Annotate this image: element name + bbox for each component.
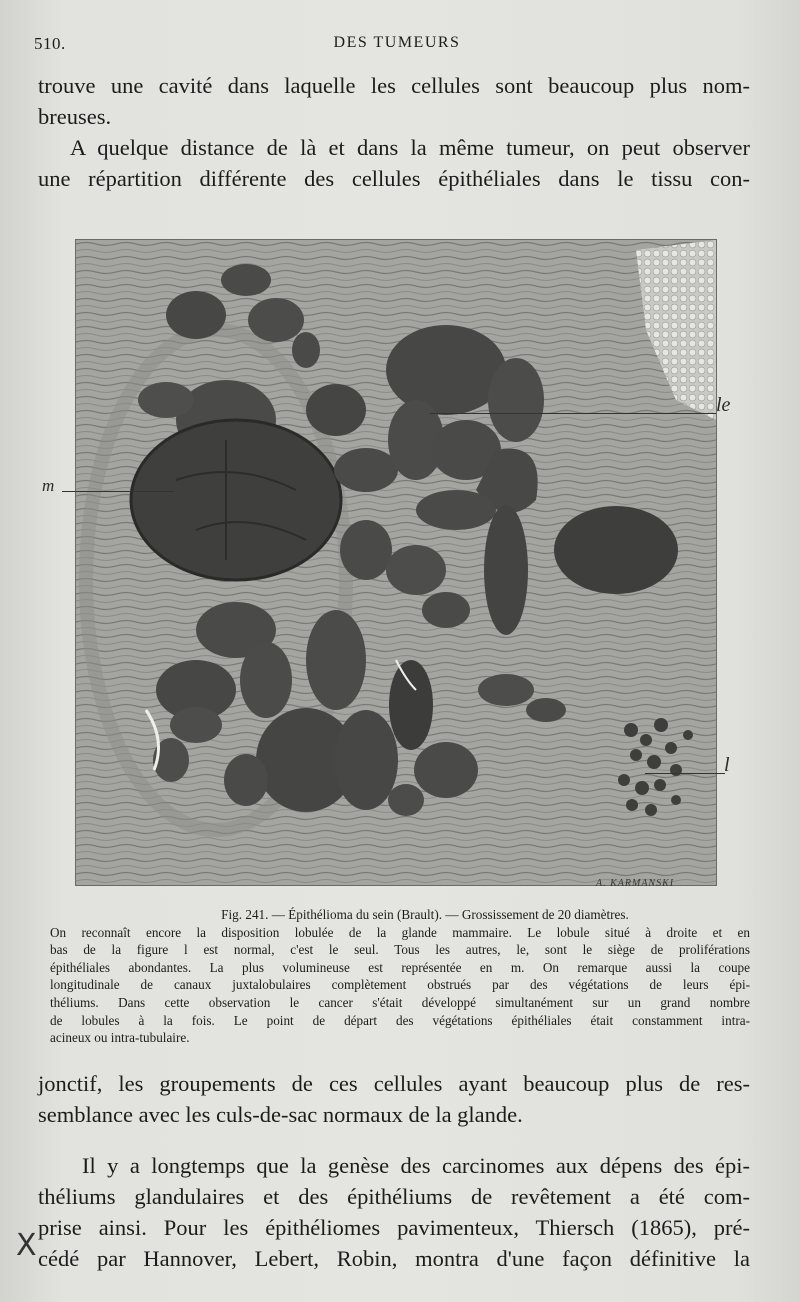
- paragraph-mid: [38, 1068, 750, 1130]
- caption-line: On reconnaît encore la disposition lobulée de la glande mammaire. Le lobule situé à droite et en: [50, 924, 750, 940]
- page-header: [34, 34, 760, 58]
- leader-line-le: [430, 413, 716, 414]
- text-line: jonctif, les groupements de ces cellules ayant beaucoup plus de res-: [38, 1071, 750, 1096]
- text-line: breuses.: [38, 104, 112, 129]
- margin-mark: X: [16, 1228, 37, 1263]
- caption-line: longitudinale de canaux juxtalobulaires complètement obstrués par des végétations de leurs épi-: [50, 977, 750, 993]
- caption-line: de lobules à la fois. Le point de départ des végétations épithéliales était constamment intra-: [50, 1012, 750, 1028]
- text-line: cédé par Hannover, Lebert, Robin, montra d'une façon définitive la: [38, 1246, 750, 1271]
- figure-label-l: l: [724, 754, 730, 776]
- paragraph-bottom: [38, 1150, 750, 1274]
- figure-label-le: le: [716, 394, 731, 416]
- figure-caption: [50, 906, 750, 1047]
- text-line: théliums glandulaires et des épithéliums de revêtement a été com-: [38, 1184, 750, 1209]
- leader-line-m: [62, 491, 174, 492]
- text-line: une répartition différente des cellules épithéliales dans le tissu con-: [38, 166, 750, 191]
- text-line: Il y a longtemps que la genèse des carcinomes aux dépens des épi-: [82, 1153, 750, 1178]
- histology-figure: [76, 240, 716, 885]
- text-line: trouve une cavité dans laquelle les cellules sont beaucoup plus nom-: [38, 73, 750, 98]
- leader-line-l: [645, 773, 725, 774]
- artist-signature: A. KARMANSKI: [596, 878, 675, 889]
- paragraph-top: [38, 70, 750, 194]
- text-line: semblance avec les culs-de-sac normaux de la glande.: [38, 1102, 523, 1127]
- caption-line: bas de la figure l est normal, c'est le seul. Tous les autres, le, sont le siège de proliférations: [50, 942, 750, 958]
- text-line: A quelque distance de là et dans la même tumeur, on peut observer: [70, 135, 750, 160]
- caption-line: épithéliales abondantes. La plus volumineuse est représentée en m. On remarque aussi la coupe: [50, 959, 750, 975]
- caption-line: acineux ou intra-tubulaire.: [50, 1030, 190, 1046]
- figure-label-m: m: [42, 476, 55, 495]
- histology-illustration: [76, 240, 716, 885]
- running-title: DES TUMEURS: [333, 34, 461, 51]
- text-line: prise ainsi. Pour les épithéliomes pavimenteux, Thiersch (1865), pré-: [38, 1215, 750, 1240]
- page-number: 510.: [34, 34, 66, 53]
- caption-title: Fig. 241. — Épithélioma du sein (Brault). — Grossissement de 20 diamètres.: [221, 907, 629, 922]
- caption-line: théliums. Dans cette observation le cancer s'était développé simultanément sur un grand nombre: [50, 994, 750, 1010]
